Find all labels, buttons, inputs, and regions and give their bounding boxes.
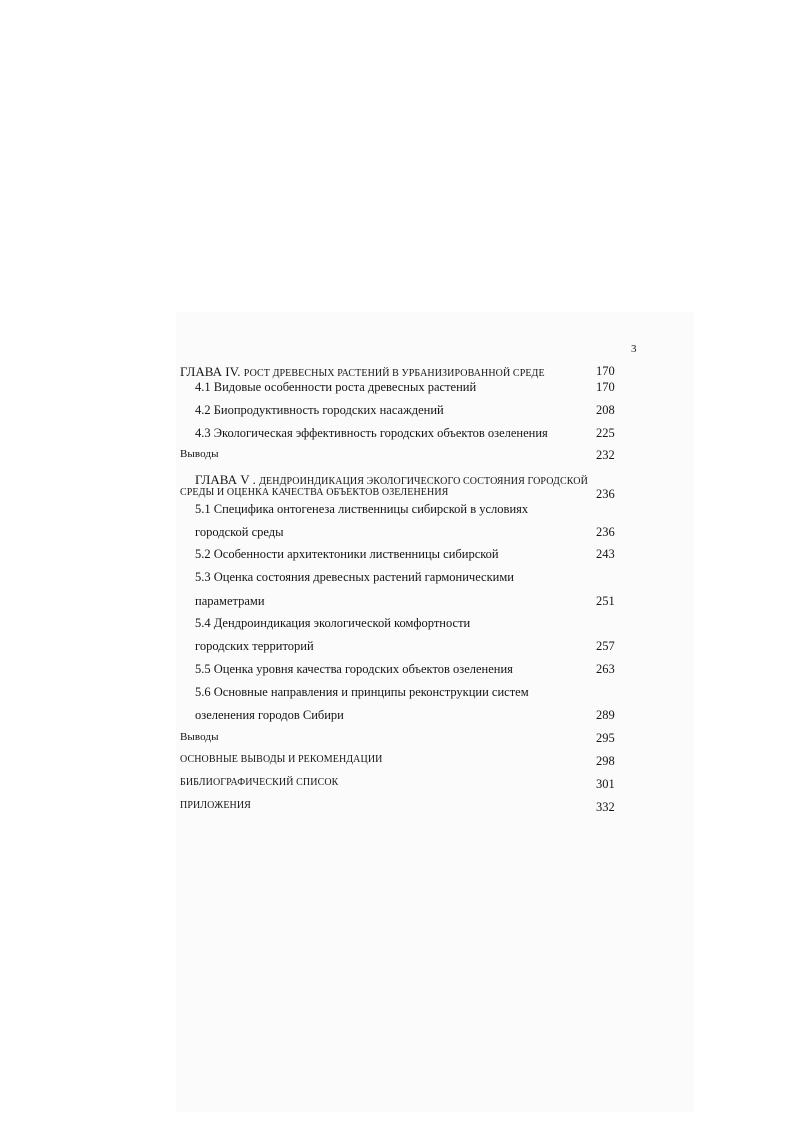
- toc-page: 236: [596, 487, 615, 501]
- toc-page: 251: [596, 594, 615, 608]
- toc-page: 298: [596, 754, 615, 768]
- toc-chapter-4-title: ГЛАВА IV. РОСТ ДРЕВЕСНЫХ РАСТЕНИЙ В УРБАНИЗИРОВАННОЙ СРЕДЕ: [180, 364, 545, 379]
- toc-page: 225: [596, 426, 615, 440]
- toc-page: 295: [596, 731, 615, 745]
- toc-page: 257: [596, 639, 615, 653]
- toc-page: 243: [596, 547, 615, 561]
- toc-chapter-5-title: ГЛАВА V . ДЕНДРОИНДИКАЦИЯ ЭКОЛОГИЧЕСКОГО СОСТОЯНИЯ ГОРОДСКОЙ: [195, 472, 588, 487]
- toc-page: 170: [596, 380, 615, 394]
- toc-page: 263: [596, 662, 615, 676]
- toc-page: 289: [596, 708, 615, 722]
- toc-page: 236: [596, 525, 615, 539]
- toc-page: 232: [596, 448, 615, 462]
- toc-page: 332: [596, 800, 615, 814]
- toc-page: 208: [596, 403, 615, 417]
- page-number: 3: [631, 343, 637, 355]
- toc-page: 170: [596, 364, 615, 378]
- toc-page: 301: [596, 777, 615, 791]
